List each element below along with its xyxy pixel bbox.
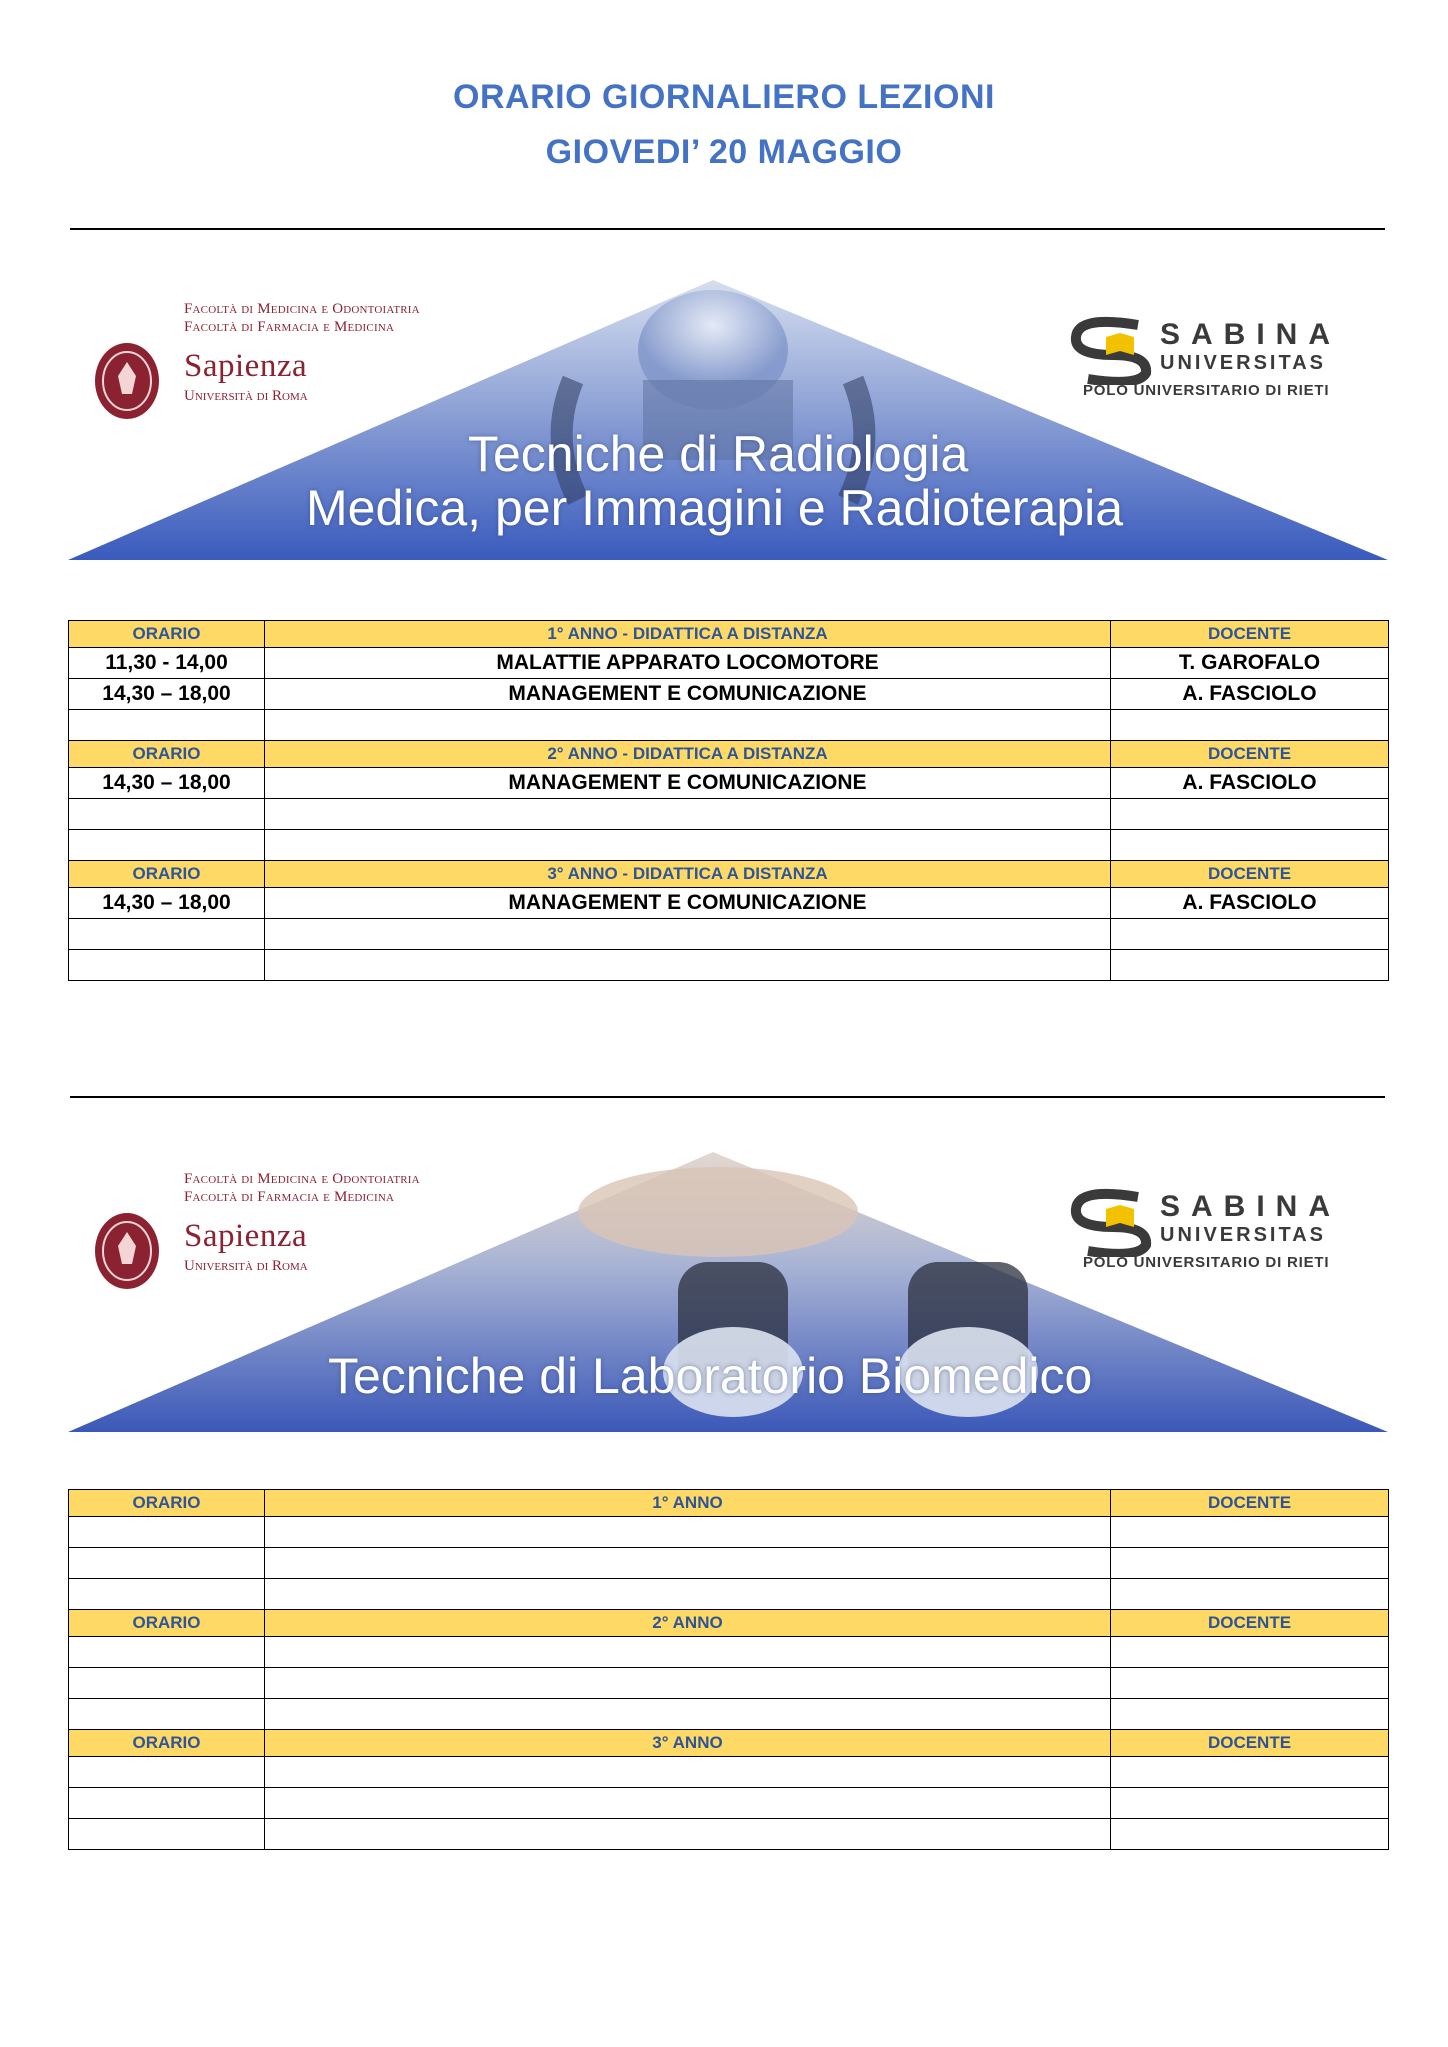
docente-cell bbox=[1111, 1548, 1389, 1579]
subject-cell bbox=[265, 919, 1111, 950]
table-row bbox=[69, 1668, 1389, 1699]
column-header: DOCENTE bbox=[1111, 861, 1389, 888]
docente-cell bbox=[1111, 1757, 1389, 1788]
docente-cell bbox=[1111, 919, 1389, 950]
orario-cell bbox=[69, 1517, 265, 1548]
docente-cell bbox=[1111, 950, 1389, 981]
column-header: ORARIO bbox=[69, 1490, 265, 1517]
docente-cell: A. FASCIOLO bbox=[1111, 888, 1389, 919]
divider bbox=[70, 228, 1385, 230]
column-header: 3° ANNO - DIDATTICA A DISTANZA bbox=[265, 861, 1111, 888]
table-row bbox=[69, 768, 1389, 799]
table-row bbox=[69, 1579, 1389, 1610]
divider bbox=[70, 1096, 1385, 1098]
orario-cell bbox=[69, 1579, 265, 1610]
sapienza-subtitle: Università di Roma bbox=[184, 1258, 308, 1274]
subject-cell bbox=[265, 950, 1111, 981]
docente-cell bbox=[1111, 1819, 1389, 1850]
column-header: 1° ANNO - DIDATTICA A DISTANZA bbox=[265, 621, 1111, 648]
docente-cell bbox=[1111, 1788, 1389, 1819]
subject-cell: MANAGEMENT E COMUNICAZIONE bbox=[265, 768, 1111, 799]
faculty-line1: Facoltà di Medicina e Odontoiatria bbox=[184, 1171, 420, 1187]
subject-cell bbox=[265, 1819, 1111, 1850]
orario-cell: 11,30 - 14,00 bbox=[69, 648, 265, 679]
table-header-row bbox=[69, 1730, 1389, 1757]
sabina-polo: POLO UNIVERSITARIO DI RIETI bbox=[1083, 1254, 1330, 1271]
orario-cell bbox=[69, 950, 265, 981]
table-row bbox=[69, 950, 1389, 981]
table-header-row bbox=[69, 1610, 1389, 1637]
docente-cell bbox=[1111, 1668, 1389, 1699]
column-header: DOCENTE bbox=[1111, 1730, 1389, 1757]
subject-cell bbox=[265, 1637, 1111, 1668]
subject-cell bbox=[265, 1788, 1111, 1819]
subject-cell: MALATTIE APPARATO LOCOMOTORE bbox=[265, 648, 1111, 679]
faculty-line1: Facoltà di Medicina e Odontoiatria bbox=[184, 301, 420, 317]
page-title-line1: ORARIO GIORNALIERO LEZIONI bbox=[453, 78, 995, 116]
column-header: DOCENTE bbox=[1111, 621, 1389, 648]
table-row bbox=[69, 1548, 1389, 1579]
orario-cell: 14,30 – 18,00 bbox=[69, 679, 265, 710]
column-header: ORARIO bbox=[69, 1610, 265, 1637]
sabina-polo: POLO UNIVERSITARIO DI RIETI bbox=[1083, 382, 1330, 399]
docente-cell bbox=[1111, 1699, 1389, 1730]
sabina-book-logo bbox=[1068, 1187, 1158, 1257]
table-row bbox=[69, 710, 1389, 741]
docente-cell bbox=[1111, 710, 1389, 741]
sabina-universitas: UNIVERSITAS bbox=[1160, 352, 1326, 374]
table-row bbox=[69, 919, 1389, 950]
subject-cell bbox=[265, 1579, 1111, 1610]
orario-cell: 14,30 – 18,00 bbox=[69, 768, 265, 799]
column-header: ORARIO bbox=[69, 741, 265, 768]
faculty-line2: Facoltà di Farmacia e Medicina bbox=[184, 1189, 395, 1205]
orario-cell bbox=[69, 710, 265, 741]
subject-cell bbox=[265, 830, 1111, 861]
subject-cell: MANAGEMENT E COMUNICAZIONE bbox=[265, 888, 1111, 919]
sabina-name: SABINA bbox=[1160, 1190, 1342, 1223]
orario-cell bbox=[69, 1757, 265, 1788]
subject-cell bbox=[265, 710, 1111, 741]
column-header: 2° ANNO - DIDATTICA A DISTANZA bbox=[265, 741, 1111, 768]
docente-cell bbox=[1111, 830, 1389, 861]
column-header: DOCENTE bbox=[1111, 1610, 1389, 1637]
orario-cell: 14,30 – 18,00 bbox=[69, 888, 265, 919]
table-row bbox=[69, 1788, 1389, 1819]
orario-cell bbox=[69, 1548, 265, 1579]
column-header: 1° ANNO bbox=[265, 1490, 1111, 1517]
table-header-row bbox=[69, 741, 1389, 768]
docente-cell bbox=[1111, 1579, 1389, 1610]
course-title-line1: Tecniche di Laboratorio Biomedico bbox=[328, 1348, 1093, 1404]
subject-cell bbox=[265, 1548, 1111, 1579]
column-header: 2° ANNO bbox=[265, 1610, 1111, 1637]
column-header: 3° ANNO bbox=[265, 1730, 1111, 1757]
docente-cell: A. FASCIOLO bbox=[1111, 679, 1389, 710]
course-title-line1: Tecniche di Radiologia bbox=[468, 426, 969, 482]
course-banner-laboratorio bbox=[68, 1152, 1388, 1432]
column-header: ORARIO bbox=[69, 861, 265, 888]
subject-cell bbox=[265, 1757, 1111, 1788]
sabina-name: SABINA bbox=[1160, 318, 1342, 351]
table-header-row bbox=[69, 1490, 1389, 1517]
docente-cell bbox=[1111, 1517, 1389, 1548]
table-row bbox=[69, 1699, 1389, 1730]
sapienza-subtitle: Università di Roma bbox=[184, 388, 308, 404]
subject-cell bbox=[265, 1699, 1111, 1730]
column-header: ORARIO bbox=[69, 621, 265, 648]
orario-cell bbox=[69, 919, 265, 950]
orario-cell bbox=[69, 830, 265, 861]
course-title-line2: Medica, per Immagini e Radioterapia bbox=[306, 480, 1124, 536]
sapienza-seal-logo bbox=[94, 1212, 160, 1290]
column-header: DOCENTE bbox=[1111, 741, 1389, 768]
sapienza-name: Sapienza bbox=[184, 348, 308, 384]
docente-cell bbox=[1111, 799, 1389, 830]
orario-cell bbox=[69, 1819, 265, 1850]
orario-cell bbox=[69, 799, 265, 830]
table-row bbox=[69, 830, 1389, 861]
schedule-table-laboratorio bbox=[68, 1489, 1389, 1850]
sapienza-name: Sapienza bbox=[184, 1218, 308, 1254]
subject-cell bbox=[265, 1668, 1111, 1699]
table-row bbox=[69, 1517, 1389, 1548]
column-header: ORARIO bbox=[69, 1730, 265, 1757]
orario-cell bbox=[69, 1788, 265, 1819]
orario-cell bbox=[69, 1668, 265, 1699]
schedule-table-radiologia bbox=[68, 620, 1389, 981]
docente-cell: T. GAROFALO bbox=[1111, 648, 1389, 679]
table-row bbox=[69, 1819, 1389, 1850]
subject-cell bbox=[265, 799, 1111, 830]
table-row bbox=[69, 799, 1389, 830]
subject-cell bbox=[265, 1517, 1111, 1548]
orario-cell bbox=[69, 1637, 265, 1668]
table-header-row bbox=[69, 621, 1389, 648]
faculty-line2: Facoltà di Farmacia e Medicina bbox=[184, 319, 395, 335]
page-title-line2: GIOVEDI’ 20 MAGGIO bbox=[545, 133, 903, 171]
sapienza-seal-logo bbox=[94, 342, 160, 420]
sabina-universitas: UNIVERSITAS bbox=[1160, 1224, 1326, 1246]
sabina-book-logo bbox=[1068, 315, 1158, 385]
table-row bbox=[69, 888, 1389, 919]
table-row bbox=[69, 679, 1389, 710]
course-banner-radiologia bbox=[68, 280, 1388, 560]
docente-cell: A. FASCIOLO bbox=[1111, 768, 1389, 799]
subject-cell: MANAGEMENT E COMUNICAZIONE bbox=[265, 679, 1111, 710]
orario-cell bbox=[69, 1699, 265, 1730]
table-header-row bbox=[69, 861, 1389, 888]
table-row bbox=[69, 1757, 1389, 1788]
table-row bbox=[69, 648, 1389, 679]
column-header: DOCENTE bbox=[1111, 1490, 1389, 1517]
docente-cell bbox=[1111, 1637, 1389, 1668]
table-row bbox=[69, 1637, 1389, 1668]
